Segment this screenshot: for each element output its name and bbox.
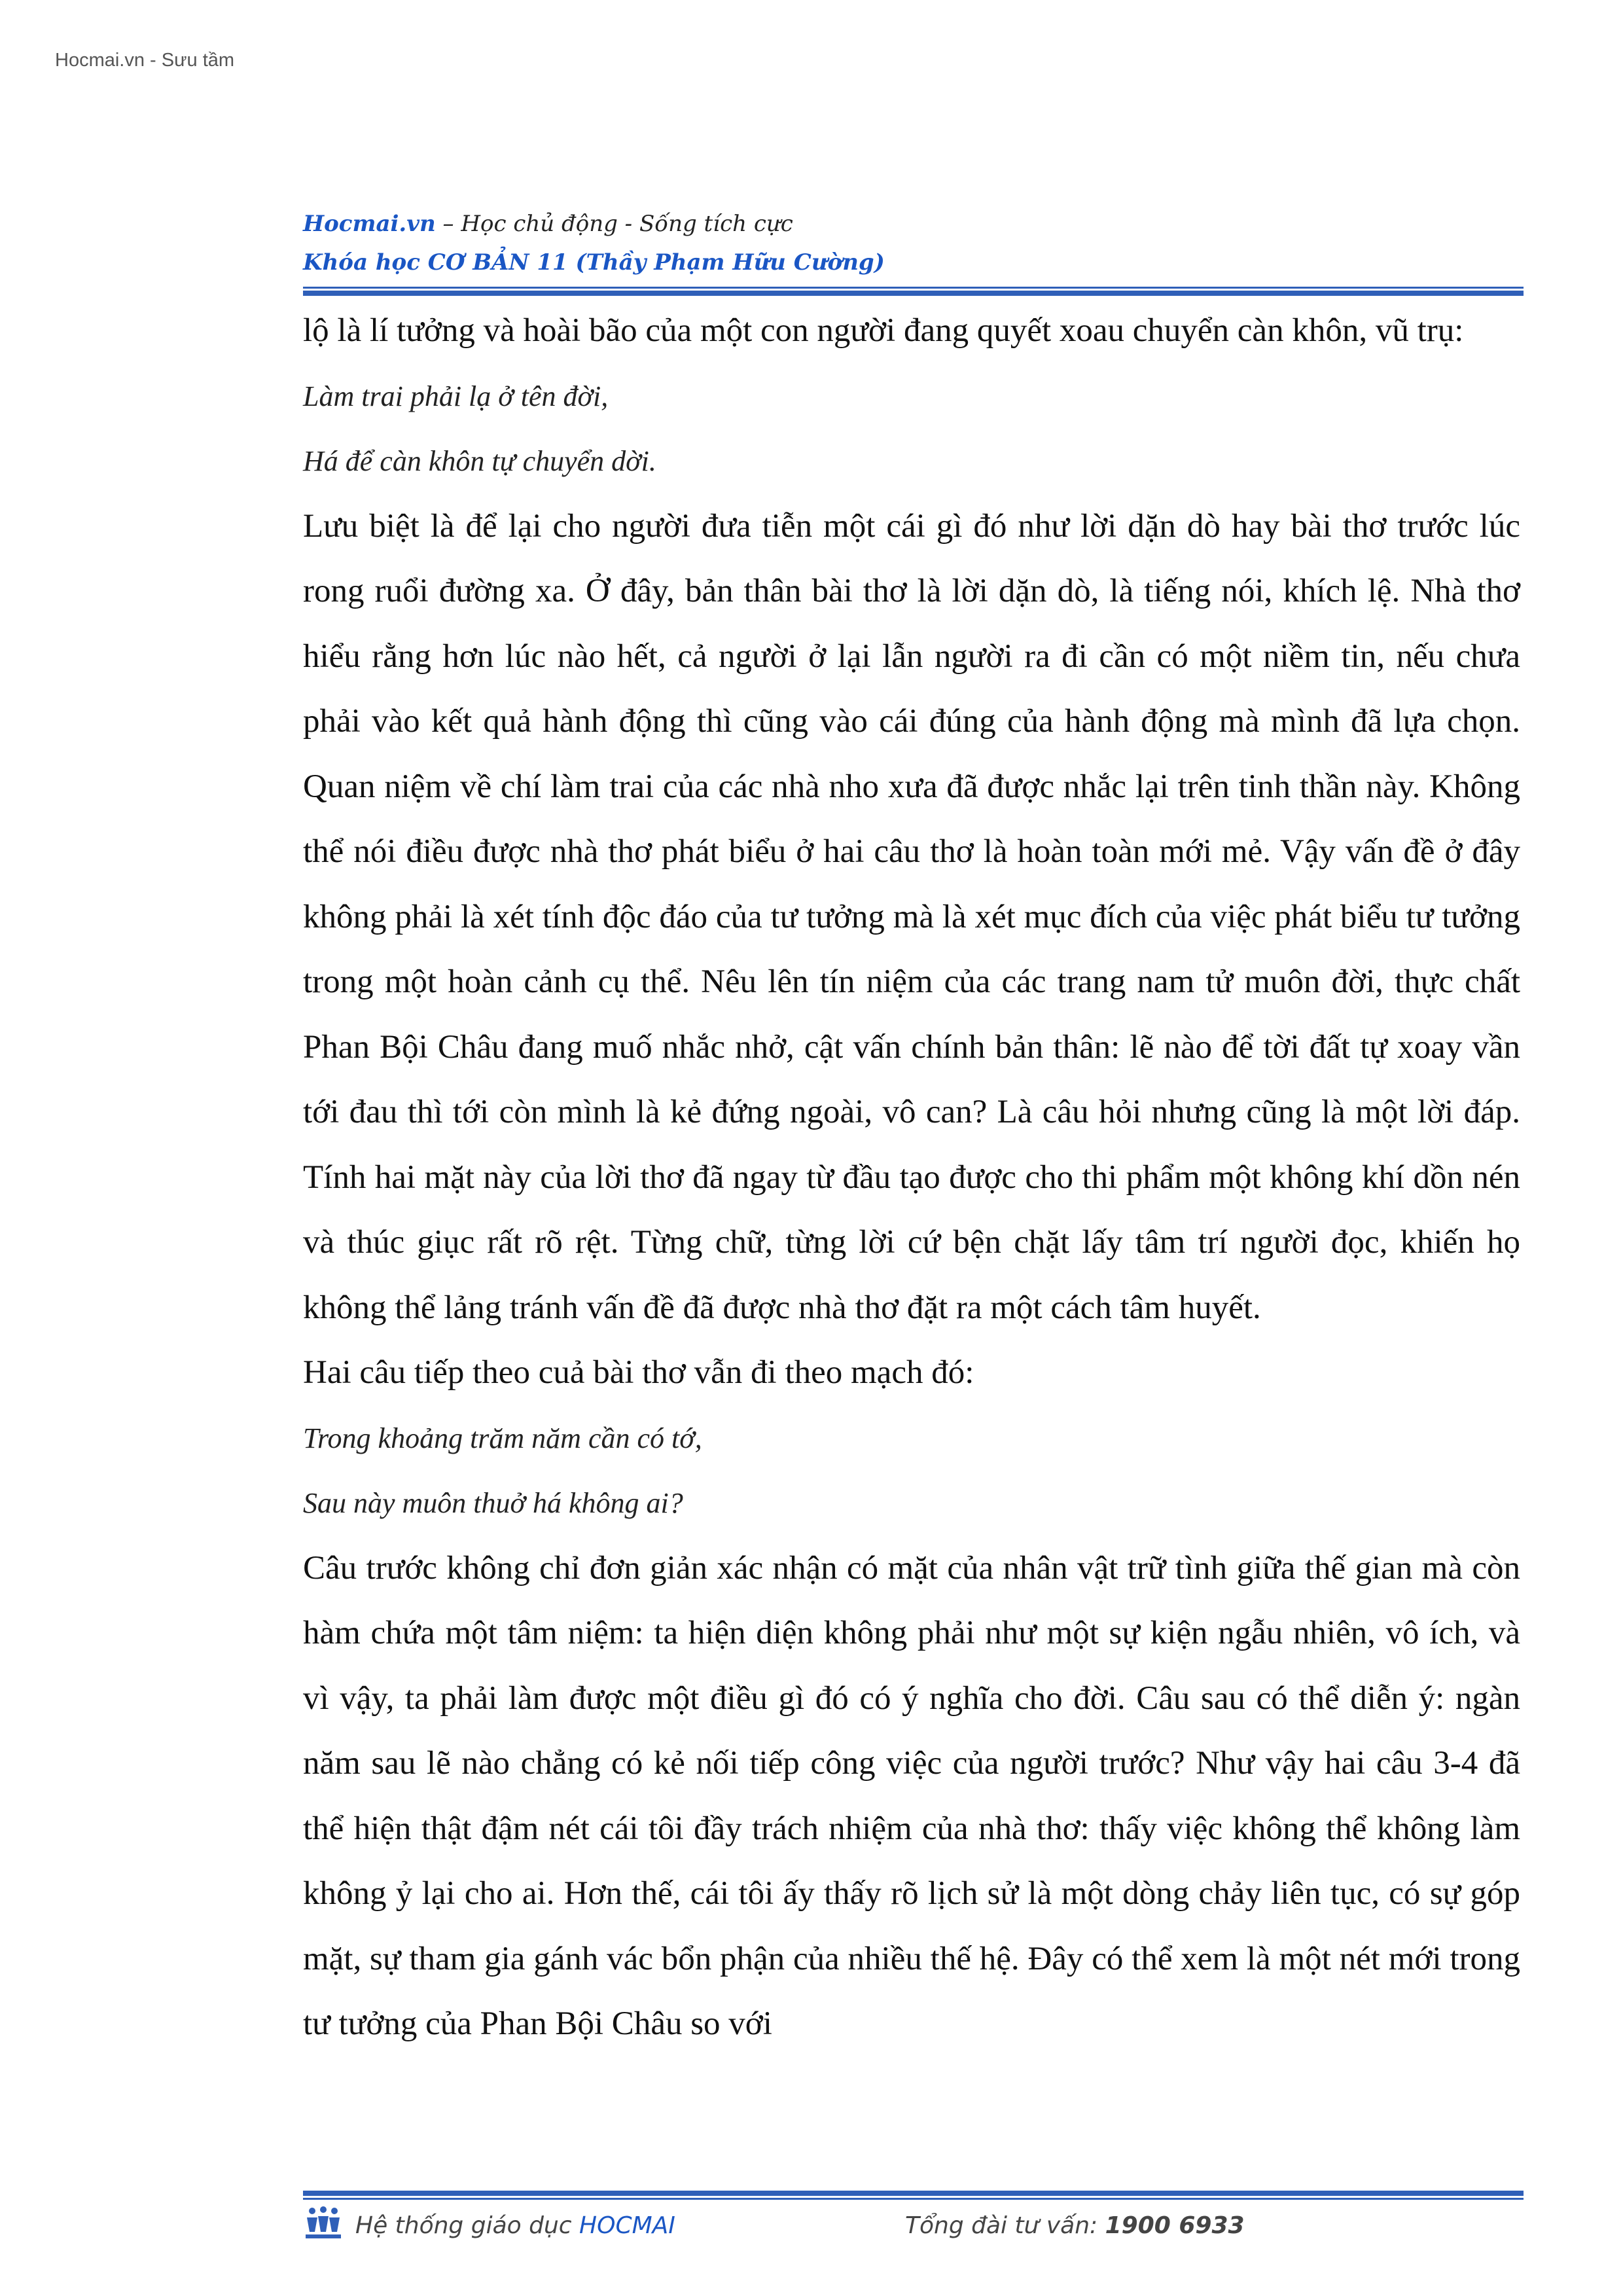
header-course-line <box>303 246 1520 279</box>
header-slogan: – Học chủ động - Sống tích cực <box>435 211 793 237</box>
paragraph-3: Hai câu tiếp theo cuả bài thơ vẫn đi theo mạch đó: <box>303 1354 974 1391</box>
page-footer <box>303 2200 1524 2246</box>
paragraph-4: Câu trước không chỉ đơn giản xác nhận có mặt của nhân vật trữ tình giữa thế gian mà còn hàm chứa một tâm niệm: ta hiện diện không phải như một sự kiện ngẫu nhiên, vô ích, và vì vậy, ta phải làm được một điều gì đó có ý nghĩa cho đời. Câu sau có thể diễn ý: ngàn năm sau lẽ nào chẳng có kẻ nối tiếp công việc của người trước? Như vậy hai câu 3-4 đã thể hiện thật đậm nét cái tôi đầy trách nhiệm của nhà thơ: thấy việc không thể không làm không ỷ lại cho ai. Hơn thế, cái tôi ấy thấy rõ lịch sử là một dòng chảy liên tục, có sự góp mặt, sự tham gia gánh vác bổn phận của nhiều thế hệ. Đây có thể xem là một nét mới trong tư tưởng của Phan Bội Châu so với <box>303 1549 1520 2042</box>
header-slogan-line <box>303 208 1520 240</box>
course-prefix: Khóa học <box>303 249 428 276</box>
footer-system-name[interactable]: HOCMAI <box>579 2212 675 2239</box>
hotline-label: Tổng đài tư vấn: <box>905 2212 1105 2239</box>
footer-system-prefix: Hệ thống giáo dục <box>355 2212 580 2239</box>
verse-line: Há để càn khôn tự chuyển dời. <box>303 445 656 477</box>
verse-line: Trong khoảng trăm năm cần có tớ, <box>303 1422 702 1454</box>
paragraph-2: Lưu biệt là để lại cho người đưa tiễn một cái gì đó như lời dặn dò hay bài thơ trước lúc rong ruổi đường xa. Ở đây, bản thân bài thơ là lời dặn dò, là tiếng nói, khích lệ. Nhà thơ hiểu rằng hơn lúc nào hết, cả người ở lại lẫn người ra đi cần có một niềm tin, nếu chưa phải vào kết quả hành động thì cũng vào cái đúng của hành động mà mình đã lựa chọn. Quan niệm về chí làm trai của các nhà nho xưa đã được nhắc lại trên tinh thần này. Không thể nói điều được nhà thơ phát biểu ở hai câu thơ là hoàn toàn mới mẻ. Vậy vấn đề ở đây không phải là xét tính độc đáo của tư tưởng mà là xét mục đích của việc phát biểu tư tưởng trong một hoàn cảnh cụ thể. Nêu lên tín niệm của các trang nam tử muôn đời, thực chất Phan Bội Châu đang muố nhắc nhở, cật vấn chính bản thân: lẽ nào để tời đất tự xoay vần tới đau thì tới còn mình là kẻ đứng ngoài, vô can? Là câu hỏi nhưng cũng là một lời đáp. Tính hai mặt này của lời thơ đã ngay từ đầu tạo được cho thi phẩm một không khí dồn nén và thúc giục rất rõ rệt. Từng chữ, từng lời cứ bện chặt lấy tâm trí người đọc, khiến họ không thể lảng tránh vấn đề đã được nhà thơ đặt ra một cách tâm huyết. <box>303 507 1520 1326</box>
footer-hotline <box>905 2212 1245 2239</box>
course-teacher: (Thầy Phạm Hữu Cường) <box>567 249 885 276</box>
header-brand[interactable]: Hocmai.vn <box>303 211 436 237</box>
footer-rule-top <box>303 2191 1524 2196</box>
verse-line: Làm trai phải lạ ở tên đời, <box>303 380 609 412</box>
article-body <box>303 298 1520 2057</box>
page-header <box>303 208 1520 279</box>
footer-rule-bottom <box>303 2198 1524 2200</box>
hotline-number[interactable]: 1900 6933 <box>1105 2212 1245 2239</box>
verse-line: Sau này muôn thuở há không ai? <box>303 1487 683 1519</box>
paragraph-1: lộ là lí tưởng và hoài bão của một con người đang quyết xoau chuyển càn khôn, vũ trụ: <box>303 312 1464 349</box>
footer-system <box>355 2212 675 2239</box>
header-rule-bottom <box>303 291 1524 296</box>
course-name: CƠ BẢN 11 <box>427 249 568 276</box>
hocmai-logo-icon <box>303 2206 344 2240</box>
watermark: Hocmai.vn - Sưu tầm <box>55 50 235 71</box>
header-rule-top <box>303 287 1524 289</box>
